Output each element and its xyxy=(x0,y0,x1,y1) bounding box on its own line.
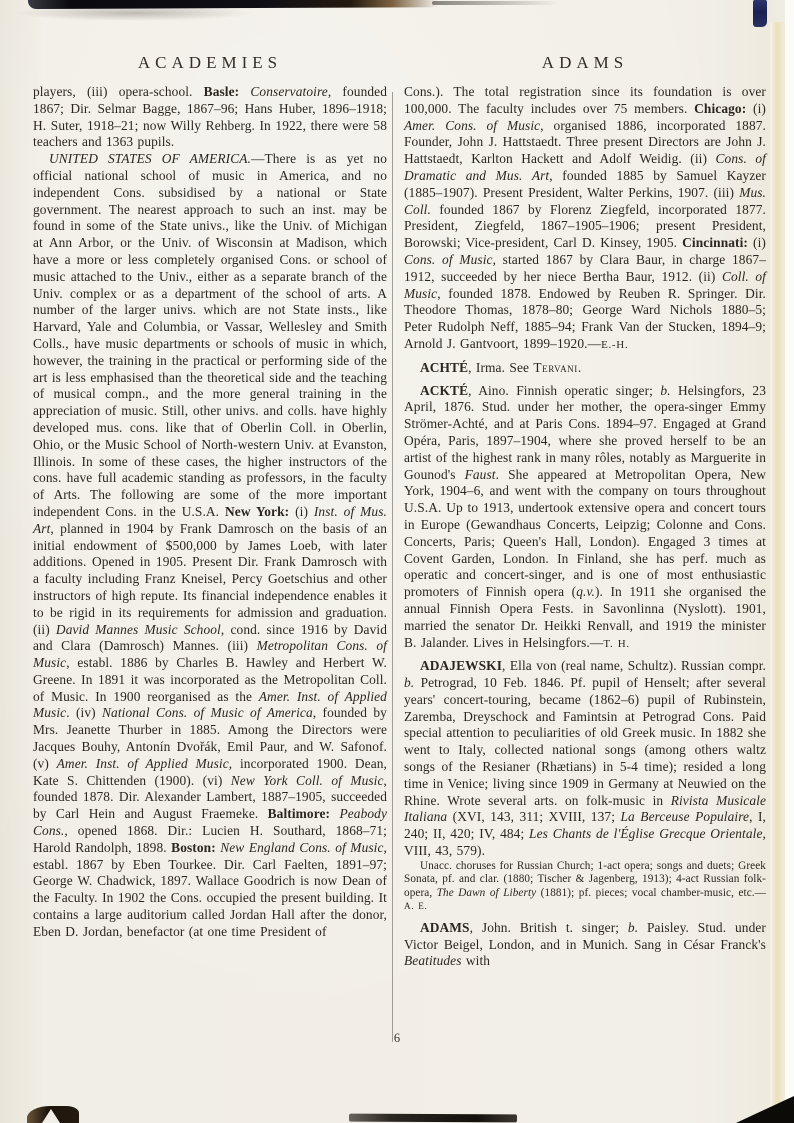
page-number: 6 xyxy=(393,1031,401,1045)
text-segment: founded 1867 by Florenz Ziegfeld, incorporated 1877. President, Ziegfeld, 1867–1905–1906; present President, Borowski; Vice-president, Carl D. Kinsey, 1905. xyxy=(404,201,766,251)
text-segment: Amer. Inst. of Applied Music xyxy=(56,755,229,771)
scan-artifact-top-edge-faint xyxy=(432,1,560,5)
left-column xyxy=(33,84,387,941)
text-segment: with xyxy=(461,953,491,969)
text-segment: , opened 1868. Dir.: Lucien H. Southard, 1868–71; Harold Randolph, 1898. xyxy=(33,823,387,855)
text-segment: New York: xyxy=(225,503,296,519)
text-segment: Cons. of Music xyxy=(404,251,493,267)
text-segment: Baltimore: xyxy=(267,806,340,822)
text-segment: Tervani xyxy=(533,359,578,375)
paragraph xyxy=(404,860,766,914)
text-segment: New York Coll. of Music xyxy=(230,772,384,788)
text-segment: Cons.). The total registration since its foundation is over 100,000. The faculty includes over 75 members. xyxy=(404,84,766,116)
running-head-right: ADAMS xyxy=(541,53,629,72)
text-segment: ADAMS xyxy=(420,919,470,935)
scan-artifact-ink-blot xyxy=(753,0,767,27)
text-segment: Beatitudes xyxy=(404,953,462,969)
text-segment: b. xyxy=(404,675,415,691)
text-segment: . She appeared at Metropolitan Opera, New York, 1904–6, and went with the company on tours throughout U.S.A. Up to 1913, undertook extensive opera and concert tours in Europe (Gewandhaus Concerts, Leipzig; Colonne and Cons. Concerts, Paris; Queen's Hall, London). Engaged 3 times at Covent Garden, London. In Finland, she has perf. much as operatic and concert-singer, and is one of most enthusiastic promoters of Finnish opera ( xyxy=(404,466,766,600)
text-segment: (i) xyxy=(753,100,766,116)
text-segment: (i) xyxy=(295,503,314,519)
text-segment: E.-H. xyxy=(601,338,629,351)
text-segment: q.v. xyxy=(576,584,595,600)
column-divider-rule xyxy=(392,92,393,1042)
text-segment: . (iv) xyxy=(66,705,102,721)
text-segment: David Mannes Music School xyxy=(55,621,221,637)
paragraph xyxy=(404,658,766,860)
scan-artifact-right-margin xyxy=(785,0,794,1123)
text-segment: b. xyxy=(627,919,639,935)
text-segment: Cons. of Dramatic and Mus. Art xyxy=(404,151,766,183)
scan-artifact-top-edge xyxy=(28,0,442,9)
text-segment: Paisley. Stud. under Victor Beigel, London, and in Munich. Sang in César Franck's xyxy=(404,919,766,952)
text-segment: (i) xyxy=(753,235,766,251)
paragraph xyxy=(404,920,766,970)
scan-artifact-page-edge xyxy=(770,22,785,1123)
text-segment: Mus. Coll. xyxy=(404,184,766,217)
scan-artifact-bottom-bar xyxy=(349,1114,517,1123)
text-segment: , founded 1878. Endowed by Reuben R. Springer. Dir. Theodore Thomas, 1878–80; George Ward Nichols 1880–5; Peter Rudolph Neff, 1885–94; Frank Van der Stucken, 1894–9; Arnold J. Gantvoort, 1899–1920.— xyxy=(404,285,766,351)
text-segment: . xyxy=(577,359,582,375)
text-segment: Coll. of Music xyxy=(404,268,766,301)
text-segment: Basle: xyxy=(203,84,251,99)
text-segment: UNITED STATES OF AMERICA. xyxy=(49,151,251,167)
paragraph xyxy=(33,151,387,940)
text-segment: Cincinnati: xyxy=(682,235,754,251)
text-segment: Amer. Inst. of Applied Music xyxy=(33,688,387,721)
text-segment: , founded 1878. Dir. Alexander Lambert, 1887–1905, succeeded by Carl Hein and August Fraemeke. xyxy=(33,772,387,822)
paragraph xyxy=(33,84,387,151)
text-segment: The Dawn of Liberty xyxy=(436,886,537,899)
text-segment: —There is as yet no official national school of music in America, and no independent Cons. subsidised by a national or State government. The nearest approach to such an inst. may be found in some of the State univs., like the Univ. of Michigan at Ann Arbor, or the Univ. of Wisconsin at Madison, which have a more or less completely organised Cons. or school of music attached to the Univ., either as a separate branch of the Univ. complex or as a department of the school of arts. A number of the larger univs. which are not State insts., like Harvard, Yale and Columbia, or Vassar, Wellesley and Smith Colls., have music departments or schools of music in which, however, the training in the practical or performing side of the art is less emphasised than the theoretical side and the teaching of musical compn., and the more general training in the appreciation of music. Still, other univs. and colls. have highly developed mus. cons. like that of Oberlin Coll. in Oberlin, Ohio, or the Music School of North-western Univ. at Evanston, Illinois. In some of these cases, the higher instructors of the cons. have full academic standing as professors, in the faculty of Arts. The following are some of the more important independent Cons. in the U.S.A. xyxy=(33,151,387,519)
paragraph xyxy=(404,84,766,354)
text-segment: Peabody Cons. xyxy=(33,806,388,839)
text-segment: Unacc. choruses for Russian Church; 1-act opera; songs and duets; Greek Sonata, pf. and clar. (1880; Tischer & Jagenberg, 1913); 4-act Russian folk-opera, xyxy=(404,859,766,899)
text-segment: , Irma. See xyxy=(468,359,534,375)
running-head-left: ACADEMIES xyxy=(137,53,283,72)
text-segment: A. E. xyxy=(404,901,428,912)
text-segment: Petrograd, 10 Feb. 1846. Pf. pupil of Henselt; after several years' concert-touring, became (1862–6) pupil of Rubinstein, Zaremba, Dreyschock and Famintsin at Petrograd Cons. Paid special attention to peculiarities of old Greek music. In 1882 she went to Italy, collected national songs (among others waltz songs of the Resianer (Rhætians) in 5-4 time); resided a long time in Venice; living since 1909 in Germany at Neuwied on the Rhine. Wrote several arts. on folk-music in xyxy=(404,675,766,808)
text-segment: , founded 1867; Dir. Selmar Bagge, 1867–96; Hans Huber, 1896–1918; H. Suter, 1918–21; now Willy Rehberg. In 1922, there were 58 teachers and 1363 pupils. xyxy=(33,84,387,150)
text-segment: Boston: xyxy=(171,839,221,855)
text-segment: , started 1867 by Clara Baur, in charge 1867–1912, succeeded by her niece Bertha Baur, 1912. (ii) xyxy=(404,251,766,284)
text-segment: , Ella von (real name, Schultz). Russian compr. xyxy=(502,658,766,674)
text-segment: Metropolitan Cons. of Music xyxy=(33,638,387,671)
text-segment: (XVI, 143, 311; XVIII, 137; xyxy=(447,809,621,825)
text-segment: Chicago: xyxy=(694,100,754,116)
text-segment: (1881); pf. pieces; vocal chamber-music, etc.— xyxy=(536,886,766,899)
text-segment: National Cons. of Music of America xyxy=(102,705,313,721)
text-segment: , John. British t. singer; xyxy=(469,919,628,935)
text-segment: Inst. of Mus. Art xyxy=(33,503,387,536)
text-segment: Amer. Cons. of Music xyxy=(404,117,541,133)
text-segment: , incorporated 1900. Dean, Kate S. Chittenden (1900). (vi) xyxy=(33,755,387,788)
text-segment: players, (iii) opera-school. xyxy=(33,84,204,99)
text-segment: Helsingfors, 23 April, 1876. Stud. under her mother, the opera-singer Emmy Strömer-Achté, and at Paris Cons. 1894–97. Engaged at Grand Opéra, Paris, 1897–1904, where she proved herself to be an artist of the highest rank in many rôles, notably as Marguerite in Gounod's xyxy=(404,382,766,482)
text-segment: , cond. since 1916 by David and Clara (Damrosch) Mannes. (iii) xyxy=(33,621,387,654)
text-segment: T. H. xyxy=(603,637,630,650)
text-segment: La Berceuse Populaire xyxy=(620,809,750,825)
paragraph xyxy=(404,360,766,377)
text-segment: Conservatoire xyxy=(250,84,328,99)
text-segment: , founded 1885 by Samuel Kayzer (1885–1907). Present President, Walter Perkins, 1907. (iii) xyxy=(404,167,766,200)
text-segment: Rivista Musicale Italiana xyxy=(404,792,766,825)
text-segment: ACHTÉ xyxy=(420,359,469,375)
text-segment: ADAJEWSKI xyxy=(420,658,503,674)
text-segment: ). In 1911 she organised the annual Finnish Opera Fests. in Savonlinna (Nyslott). 1901, married the senator Dr. Heikki Renvall, and 1919 the minister B. Jalander. Lives in Helsingfors.— xyxy=(404,584,767,650)
text-segment: , establ. 1886 by Charles B. Hawley and Herbert W. Greene. In 1891 it was incorporated as the Metropolitan Coll. of Music. In 1900 reorganised as the xyxy=(33,655,387,704)
paragraph xyxy=(404,383,766,653)
text-segment: , I, 240; II, 420; IV, 484; xyxy=(404,809,766,842)
text-segment: , VIII, 43, 579). xyxy=(404,826,766,859)
text-segment: ACKTÉ xyxy=(420,382,469,398)
text-segment: , founded by Mrs. Jeanette Thurber in 1885. Among the Directors were Jacques Bouhy, Antonín Dvořák, Emil Paur, and W. Safonof. (v) xyxy=(33,705,387,771)
text-segment: b. xyxy=(660,382,671,398)
text-segment: New England Cons. of Music xyxy=(220,839,384,855)
text-segment: , Aino. Finnish operatic singer; xyxy=(468,382,661,398)
scan-artifact-bottom-left-mark xyxy=(27,1106,79,1123)
scan-artifact-bottom-right-corner xyxy=(736,1096,794,1123)
right-column xyxy=(404,84,766,970)
text-segment: Les Chants de l'Église Grecque Orientale xyxy=(529,826,763,842)
text-segment: , organised 1886, incorporated 1887. Founder, John J. Hattstaedt. Three present Directors are John J. Hattstaedt, Karlton Hackett and Adolf Weidig. (ii) xyxy=(404,117,766,167)
text-segment: , establ. 1867 by Eben Tourkee. Dir. Carl Faelten, 1891–97; George W. Chadwick, 1897. Wallace Goodrich is now Dean of the Faculty. In 1902 the Cons. occupied the present building. It contains a large auditorium called Jordan Hall after the donor, Eben D. Jordan, benefactor (at one time President of xyxy=(33,839,387,939)
text-segment: Faust xyxy=(464,466,496,482)
text-segment: , planned in 1904 by Frank Damrosch on the basis of an initial endowment of $500,000 by James Loeb, with later additions. Opened in 1905. Present Dir. Frank Damrosch with a faculty including Franz Kneisel, Percy Goetschius and other instructors of high repute. Its financial independence enables it to be rigid in its requirements for admission and graduation. (ii) xyxy=(33,520,387,637)
